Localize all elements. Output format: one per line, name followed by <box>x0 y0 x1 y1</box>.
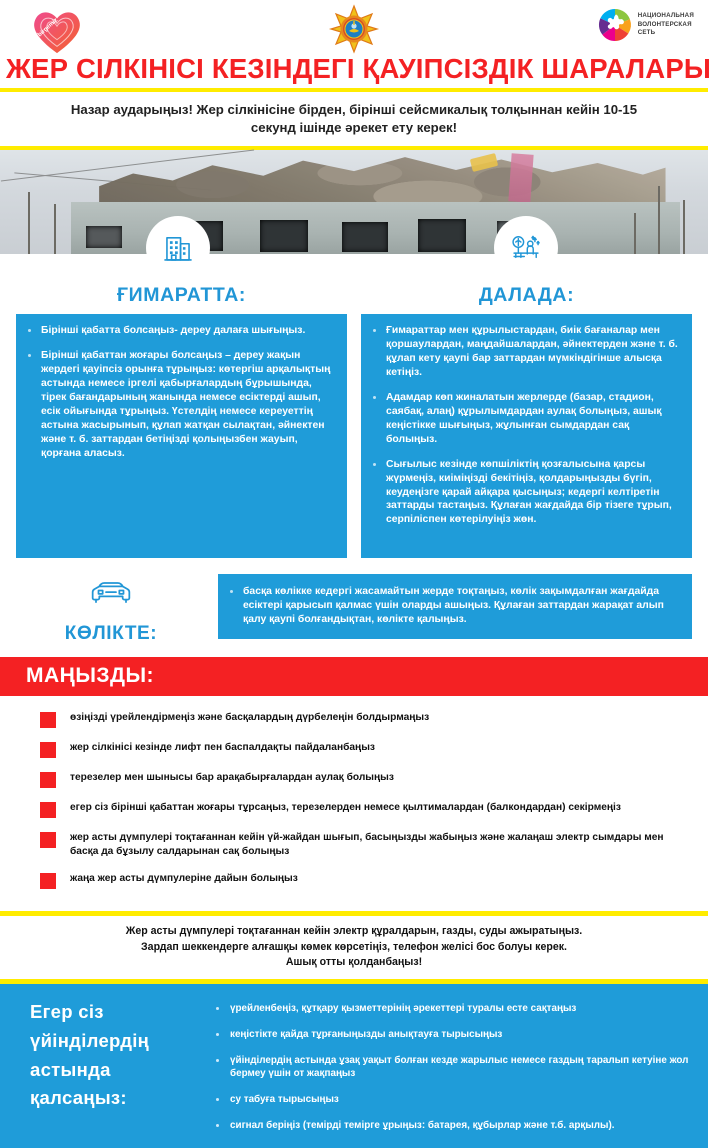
national-volunteer-network-logo <box>598 8 694 42</box>
list-item: Сығылыс кезінде көпшіліктің қозғалысына қарсы жүрмеңіз, киіміңізді бекітіңіз, қолдарыңызды бүгіп, кеудеңізге қарай айқара қысыңыз; кедергі келтіретін заттарды тастаңыз. Құлаған жағдайда бір тізеге тұрып, серпіліспен көтерілуіңіз жөн. <box>371 458 680 528</box>
important-item-text: өзіңізді үрейлендірмеңіз және басқалардың дүрбелеңін болдырмаңыз <box>70 712 430 724</box>
list-item: су табуға тырысыңыз <box>214 1093 690 1107</box>
important-item-text: жаңа жер асты дүмпулеріне дайын болыңыз <box>70 872 298 884</box>
list-item <box>40 740 688 758</box>
notice-line: Зардап шеккендерге алғашқы көмек көрсетіңіз, телефон желісі бос болуы керек. <box>141 940 567 953</box>
collapsed-building-photo <box>0 150 708 254</box>
notice-line: Жер асты дүмпулері тоқтағаннан кейін электр құралдарын, газды, суды ажыратыңыз. <box>125 924 583 937</box>
building-advice-box <box>16 314 347 558</box>
list-item: үйінділердің астында ұзақ уақыт болған кезде жарылыс немесе газдың таралып кетуіне жол бермеу үшін от жақпаңыз <box>214 1054 690 1081</box>
red-square-bullet-icon <box>40 712 56 728</box>
broken-window <box>86 226 122 248</box>
list-item: Бірінші қабаттан жоғары болсаңыз – дереу жақын жердегі қауіпсіз орынға тұрыңыз: көтергіш арқалықтың астында немесе іргелі қабырғалардың бұрышында, тірек бағандарының жанында немесе есіктерді ашып, есік ойығында тұрыңыз. Үстелдің немесе кереуеттің астына жасырынып, құлап жатқан сылақтан, әйнектен және т. б. заттардан бетіңізді қолыңызбен жауып, қорғана аласыз. <box>26 349 335 461</box>
bare-tree <box>54 204 56 254</box>
transport-left <box>16 574 206 645</box>
volunteer-network-icon <box>598 8 632 42</box>
important-item-text: терезелер мен шынысы бар арақабырғалардан аулақ болыңыз <box>70 772 394 784</box>
volunteer-network-label: НАЦИОНАЛЬНАЯ ВОЛОНТЕРСКАЯ СЕТЬ <box>637 11 694 37</box>
building-advice-list <box>26 324 335 460</box>
outdoors-advice-box <box>361 314 692 558</box>
list-item: Ғимараттар мен құрылыстардан, биік бағаналар мен қоршаулардан, маңдайшалардан, әйнектерден және т. б. құлап кету қаупі бар заттардан мүмкіндігінше алысқа кетіңіз. <box>371 324 680 380</box>
list-item <box>40 871 688 889</box>
list-item: кеңістікте қайда тұрғаныңызды анықтауға тырысыңыз <box>214 1028 690 1042</box>
important-list <box>0 696 708 911</box>
important-item-text: жер сілкінісі кезінде лифт пен баспалдақты пайдаланбаңыз <box>70 742 375 754</box>
list-item: Бірінші қабатта болсаңыз- дереу далаға шығыңыз. <box>26 324 335 338</box>
trapped-heading: Егер сіз үйінділердің астында қалсаңыз: <box>30 1001 150 1109</box>
page-title: ЖЕР СІЛКІНІСІ КЕЗІНДЕГІ ҚАУІПСІЗДІК ШАРАЛАРЫ <box>6 53 711 84</box>
list-item: басқа көлікке кедергі жасамайтын жерде тоқтаңыз, көлік зақымдалған жағдайда есіктері қарысып қалмас үшін оларды ашыңыз. Құлаған заттардан жарақат алып қалу қаупі болғандықтан, көлікте қалыңыз. <box>228 585 678 627</box>
car-icon <box>86 576 136 610</box>
column-building <box>16 284 347 558</box>
red-square-bullet-icon <box>40 873 56 889</box>
red-square-bullet-icon <box>40 772 56 788</box>
list-item: Адамдар көп жиналатын жерлерде (базар, стадион, саябақ, алаң) құрылымдардан аулақ болыңыз, ашық кеңістікке шығыңыз, жұлынған сымдардан сақ болыңыз. <box>371 391 680 447</box>
park-icon-badge <box>494 216 558 280</box>
broken-window <box>260 220 308 252</box>
important-bar <box>0 657 708 696</box>
bare-tree <box>683 200 685 254</box>
notice-line: Ашық отты қолданбаңыз! <box>285 956 423 969</box>
advice-columns <box>0 254 708 558</box>
transport-advice-box <box>218 574 692 639</box>
subtitle: Назар аударыңыз! Жер сілкінісіне бірден, бірінші сейсмикалық толқыннан кейін 10-15 секунд ішінде әрекет ету керек! <box>70 101 638 136</box>
transport-heading: КӨЛІКТЕ: <box>64 623 158 645</box>
bare-tree <box>28 192 30 254</box>
building-heading: ҒИМАРАТТА: <box>117 284 246 307</box>
list-item <box>40 710 688 728</box>
list-item: сигнал беріңіз (темірді теміргe ұрыңыз: батарея, құбырлар және т.б. арқылы). <box>214 1119 690 1133</box>
transport-section <box>0 558 708 657</box>
column-outdoors <box>361 284 692 558</box>
transport-advice-list <box>228 585 678 627</box>
list-item <box>40 800 688 818</box>
birgemiz-heart-logo <box>28 6 86 56</box>
trapped-section <box>0 984 708 1148</box>
list-item: үрейленбеңіз, құтқару қызметтерінің әрекеттері туралы есте сақтаңыз <box>214 1002 690 1016</box>
emergency-ministry-emblem <box>329 5 379 53</box>
debris-pink-wall <box>508 154 533 203</box>
trapped-advice-list <box>214 998 690 1132</box>
red-square-bullet-icon <box>40 742 56 758</box>
important-item-text: жер асты дүмпулері тоқтағаннан кейін үй-жайдан шығып, басыңызды жабыңыз және жалаңаш электр сымдары мен басқа да бұзылу салдарынан сақ болыңыз <box>70 832 664 857</box>
park-outdoors-icon <box>509 231 543 265</box>
red-square-bullet-icon <box>40 802 56 818</box>
important-item-text: егер сіз бірінші қабаттан жоғары тұрсаңыз, терезелерден немесе қылтималардан (балкондардан) секірмеңіз <box>70 802 621 814</box>
building-icon <box>161 231 195 265</box>
svg-text:birgemiz: birgemiz <box>37 17 60 39</box>
notice-text <box>0 916 708 980</box>
important-heading: МАҢЫЗДЫ: <box>26 664 155 688</box>
bare-tree <box>634 213 636 255</box>
list-item <box>40 830 688 859</box>
building-icon-badge <box>146 216 210 280</box>
outdoors-heading: ДАЛАДА: <box>478 284 575 307</box>
logo-row <box>0 0 708 52</box>
list-item <box>40 770 688 788</box>
bare-tree <box>658 186 660 255</box>
broken-window <box>418 219 466 252</box>
outdoors-advice-list <box>371 324 680 527</box>
red-square-bullet-icon <box>40 832 56 848</box>
title-wrap <box>0 53 711 84</box>
broken-window <box>342 222 388 252</box>
